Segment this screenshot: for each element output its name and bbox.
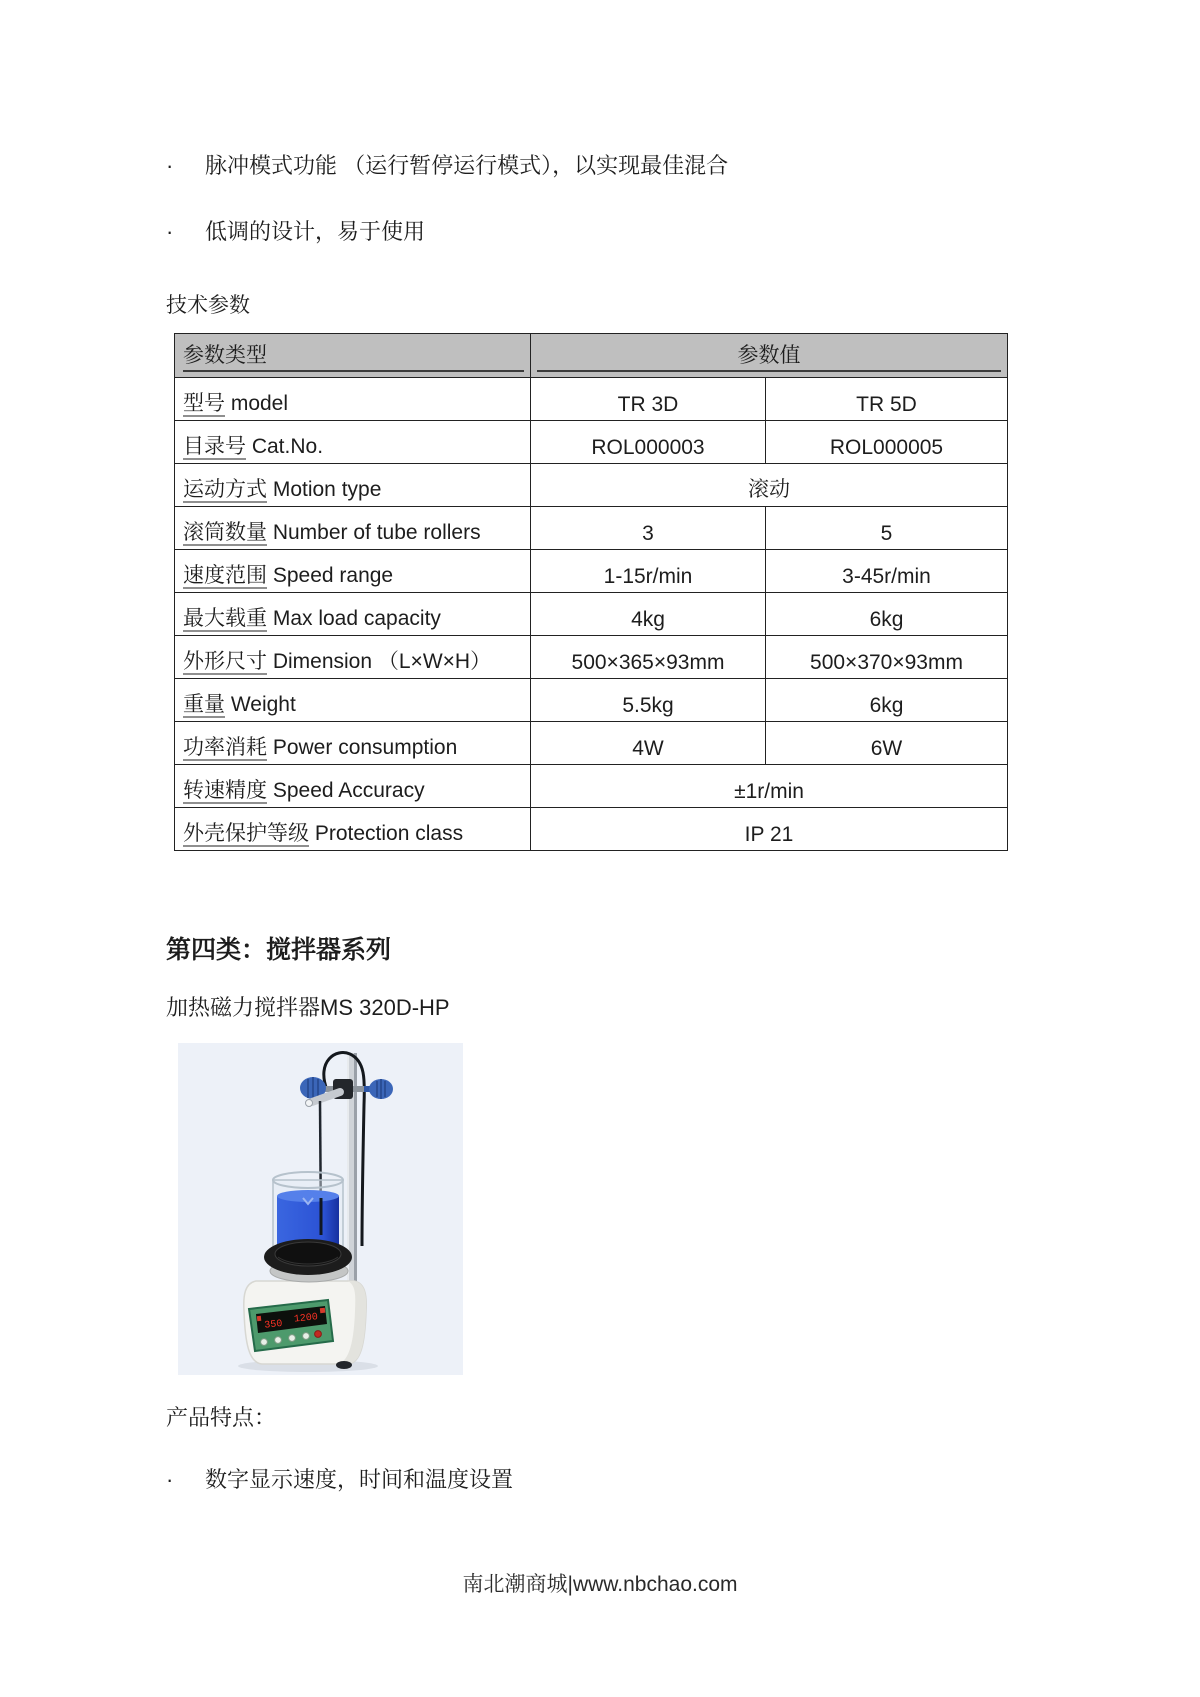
list-item: [166, 1466, 513, 1494]
bullet-text: 脉冲模式功能 （运行暂停运行模式），以实现最佳混合: [205, 153, 729, 178]
param-label-zh: 外壳保护等级: [183, 822, 309, 847]
param-value: 6kg: [766, 593, 1008, 636]
product-name: 加热磁力搅拌器MS 320D-HP: [166, 995, 450, 1020]
features-label: 产品特点：: [166, 1405, 277, 1430]
footer-site-name: 南北潮商城: [462, 1572, 568, 1596]
table-row: [175, 507, 1008, 550]
param-label: 运动方式 Motion type: [175, 464, 531, 507]
param-value: 5: [766, 507, 1008, 550]
param-label: 速度范围 Speed range: [175, 550, 531, 593]
param-label-zh: 功率消耗: [183, 736, 267, 761]
param-label-zh: 最大载重: [183, 607, 267, 632]
param-value: TR 5D: [766, 378, 1008, 421]
page-footer: [0, 1568, 1200, 1598]
table-row: [175, 679, 1008, 722]
table-row: [175, 421, 1008, 464]
param-label: 外壳保护等级 Protection class: [175, 808, 531, 851]
param-value: 4kg: [531, 593, 766, 636]
bullet-dot: ·: [166, 1467, 174, 1492]
header-param-type: 参数类型: [175, 334, 531, 378]
param-value: 4W: [531, 722, 766, 765]
display-speed-value: 1200: [293, 1312, 319, 1326]
param-label-zh: 型号: [183, 392, 225, 417]
param-value: ROL000005: [766, 421, 1008, 464]
param-value: 3: [531, 507, 766, 550]
table-row: [175, 722, 1008, 765]
table-row: [175, 464, 1008, 507]
header-param-value: 参数值: [531, 334, 1008, 378]
table-row: [175, 550, 1008, 593]
param-value: TR 3D: [531, 378, 766, 421]
param-label: 型号 model: [175, 378, 531, 421]
param-label: 目录号 Cat.No.: [175, 421, 531, 464]
spec-table: [174, 333, 1008, 851]
param-label: 转速精度 Speed Accuracy: [175, 765, 531, 808]
param-value: 6W: [766, 722, 1008, 765]
param-value: 500×365×93mm: [531, 636, 766, 679]
param-label-zh: 滚筒数量: [183, 521, 267, 546]
param-label-zh: 外形尺寸: [183, 650, 267, 675]
table-header-row: [175, 334, 1008, 378]
section-heading: 第四类：搅拌器系列: [166, 936, 392, 964]
param-value: 6kg: [766, 679, 1008, 722]
param-label: 外形尺寸 Dimension （L×W×H）: [175, 636, 531, 679]
param-label: 功率消耗 Power consumption: [175, 722, 531, 765]
table-row: [175, 378, 1008, 421]
param-value: 3-45r/min: [766, 550, 1008, 593]
bullet-text: 低调的设计，易于使用: [205, 219, 426, 244]
param-label-zh: 速度范围: [183, 564, 267, 589]
param-label-zh: 运动方式: [183, 478, 267, 503]
spec-table-body: [175, 378, 1008, 851]
bullet-text: 数字显示速度，时间和温度设置: [205, 1467, 514, 1492]
table-row: [175, 808, 1008, 851]
param-value: 5.5kg: [531, 679, 766, 722]
table-row: [175, 765, 1008, 808]
param-label-zh: 转速精度: [183, 779, 267, 804]
footer-url: www.nbchao.com: [572, 1573, 738, 1596]
param-value-merged: IP 21: [531, 808, 1008, 851]
list-item: [166, 152, 728, 180]
footer-separator: |: [567, 1573, 573, 1596]
param-label-zh: 重量: [183, 693, 225, 718]
table-row: [175, 636, 1008, 679]
stirrer-illustration: [178, 1043, 463, 1375]
param-label-zh: 目录号: [183, 435, 246, 460]
display-temp-value: 350: [263, 1318, 284, 1332]
tech-params-label: 技术参数: [166, 294, 250, 317]
product-image: [178, 1043, 463, 1375]
table-row: [175, 593, 1008, 636]
param-label: 重量 Weight: [175, 679, 531, 722]
param-label: 滚筒数量 Number of tube rollers: [175, 507, 531, 550]
list-item: [166, 218, 425, 246]
param-value: 500×370×93mm: [766, 636, 1008, 679]
bullet-dot: ·: [166, 219, 174, 244]
param-value: 1-15r/min: [531, 550, 766, 593]
bullet-dot: ·: [166, 153, 174, 178]
param-value-merged: ±1r/min: [531, 765, 1008, 808]
param-value-merged: 滚动: [531, 464, 1008, 507]
param-value: ROL000003: [531, 421, 766, 464]
param-label: 最大载重 Max load capacity: [175, 593, 531, 636]
